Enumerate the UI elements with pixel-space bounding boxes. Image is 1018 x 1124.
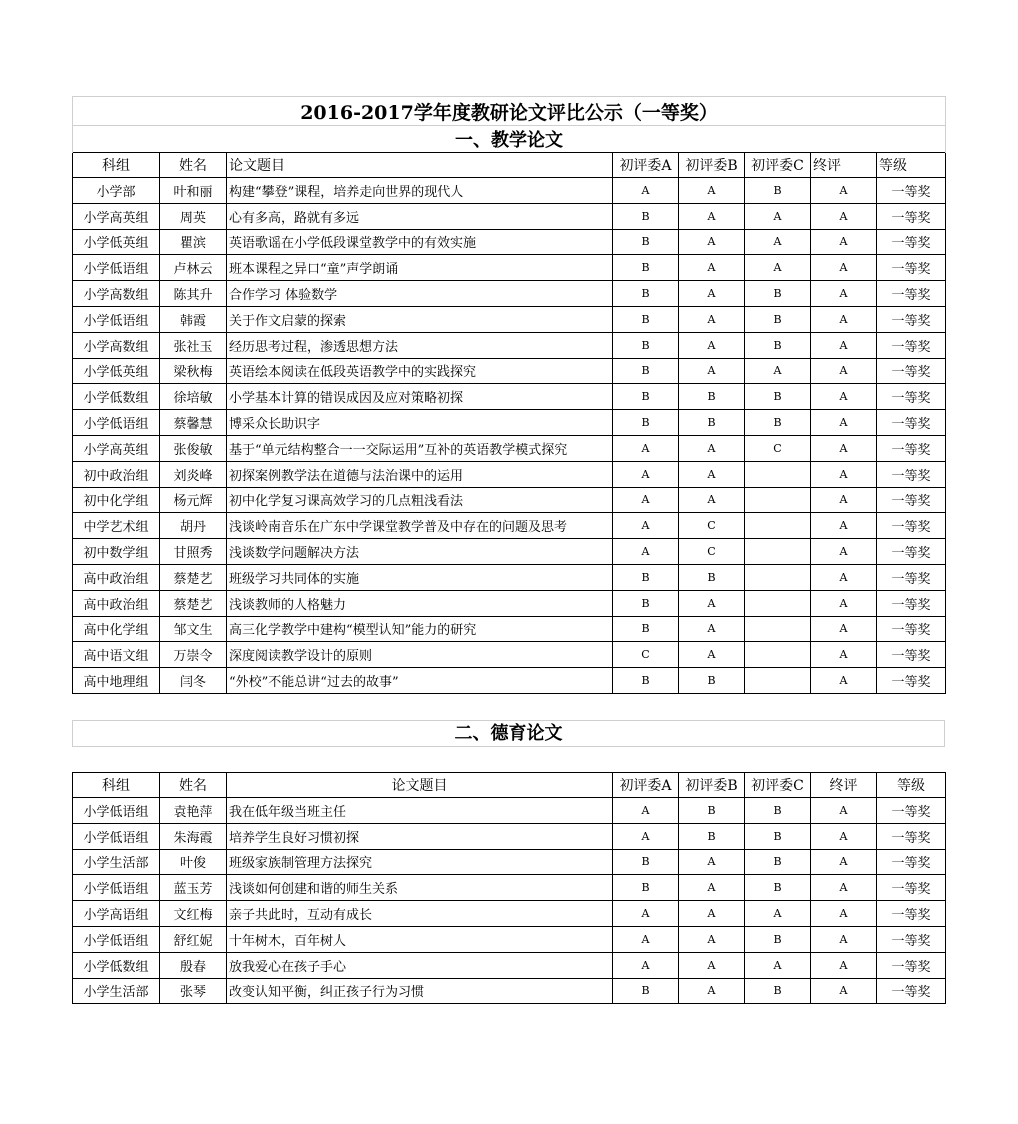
table-row	[73, 384, 946, 410]
cell-paper-title: 十年树木，百年树人	[227, 926, 613, 952]
cell-judge-a: B	[613, 281, 679, 307]
cell-final: A	[811, 358, 877, 384]
cell-award: 一等奖	[877, 798, 946, 824]
cell-judge-b: A	[679, 978, 745, 1004]
table-row	[73, 952, 946, 978]
cell-paper-title: 浅谈如何创建和谐的师生关系	[227, 875, 613, 901]
cell-name: 邹文生	[160, 616, 227, 642]
cell-judge-b: C	[679, 539, 745, 565]
cell-paper-title: 浅谈教师的人格魅力	[227, 590, 613, 616]
cell-name: 叶和丽	[160, 178, 227, 204]
cell-name: 闫冬	[160, 668, 227, 694]
cell-judge-b: A	[679, 358, 745, 384]
cell-award: 一等奖	[877, 564, 946, 590]
cell-paper-title: 初中化学复习课高效学习的几点粗浅看法	[227, 487, 613, 513]
cell-judge-a: A	[613, 178, 679, 204]
cell-paper-title: 经历思考过程，渗透思想方法	[227, 332, 613, 358]
cell-judge-c	[745, 539, 811, 565]
section-heading-moral: 二、德育论文	[72, 720, 945, 747]
table-row	[73, 306, 946, 332]
cell-judge-c: B	[745, 875, 811, 901]
cell-final: A	[811, 332, 877, 358]
cell-group: 小学部	[73, 178, 160, 204]
cell-final: A	[811, 461, 877, 487]
cell-judge-b: B	[679, 564, 745, 590]
header-paper-title: 论文题目	[227, 773, 613, 798]
cell-group: 小学低英组	[73, 358, 160, 384]
table-row	[73, 410, 946, 436]
cell-final: A	[811, 823, 877, 849]
cell-judge-a: B	[613, 384, 679, 410]
cell-group: 初中数学组	[73, 539, 160, 565]
cell-paper-title: 放我爱心在孩子手心	[227, 952, 613, 978]
cell-judge-b: A	[679, 616, 745, 642]
cell-paper-title: 博采众长助识字	[227, 410, 613, 436]
cell-paper-title: 高三化学教学中建构“模型认知”能力的研究	[227, 616, 613, 642]
cell-group: 初中化学组	[73, 487, 160, 513]
header-award: 等级	[877, 153, 946, 178]
moral-papers-table	[72, 772, 946, 1004]
header-judge-c: 初评委C	[745, 153, 811, 178]
cell-name: 万崇令	[160, 642, 227, 668]
cell-award: 一等奖	[877, 668, 946, 694]
cell-award: 一等奖	[877, 849, 946, 875]
cell-judge-a: A	[613, 435, 679, 461]
header-name: 姓名	[160, 153, 227, 178]
table-row	[73, 978, 946, 1004]
cell-final: A	[811, 306, 877, 332]
cell-name: 陈其升	[160, 281, 227, 307]
header-award: 等级	[877, 773, 946, 798]
cell-award: 一等奖	[877, 952, 946, 978]
cell-group: 小学低语组	[73, 255, 160, 281]
cell-judge-c	[745, 461, 811, 487]
table-header-row	[73, 153, 946, 178]
cell-judge-a: A	[613, 926, 679, 952]
cell-judge-a: A	[613, 798, 679, 824]
cell-final: A	[811, 616, 877, 642]
cell-paper-title: 改变认知平衡，纠正孩子行为习惯	[227, 978, 613, 1004]
table-row	[73, 564, 946, 590]
table-row	[73, 178, 946, 204]
cell-final: A	[811, 849, 877, 875]
cell-final: A	[811, 255, 877, 281]
cell-judge-b: A	[679, 926, 745, 952]
table-row	[73, 823, 946, 849]
cell-paper-title: 合作学习 体验数学	[227, 281, 613, 307]
cell-final: A	[811, 203, 877, 229]
cell-judge-c: A	[745, 255, 811, 281]
cell-final: A	[811, 384, 877, 410]
cell-judge-a: B	[613, 978, 679, 1004]
cell-group: 小学低语组	[73, 410, 160, 436]
table-row	[73, 849, 946, 875]
cell-name: 张社玉	[160, 332, 227, 358]
cell-paper-title: 英语绘本阅读在低段英语教学中的实践探究	[227, 358, 613, 384]
cell-award: 一等奖	[877, 875, 946, 901]
cell-award: 一等奖	[877, 487, 946, 513]
cell-judge-c	[745, 513, 811, 539]
cell-final: A	[811, 952, 877, 978]
table-row	[73, 539, 946, 565]
cell-name: 蔡楚艺	[160, 590, 227, 616]
cell-paper-title: 我在低年级当班主任	[227, 798, 613, 824]
cell-award: 一等奖	[877, 332, 946, 358]
cell-judge-c: B	[745, 978, 811, 1004]
cell-award: 一等奖	[877, 539, 946, 565]
cell-final: A	[811, 642, 877, 668]
cell-paper-title: 浅谈数学问题解决方法	[227, 539, 613, 565]
header-group: 科组	[73, 153, 160, 178]
cell-final: A	[811, 229, 877, 255]
cell-paper-title: 基于“单元结构整合一一交际运用”互补的英语教学模式探究	[227, 435, 613, 461]
cell-name: 舒红妮	[160, 926, 227, 952]
cell-award: 一等奖	[877, 229, 946, 255]
cell-group: 小学低数组	[73, 952, 160, 978]
cell-paper-title: “外校”不能总讲“过去的故事”	[227, 668, 613, 694]
cell-award: 一等奖	[877, 281, 946, 307]
cell-judge-a: C	[613, 642, 679, 668]
cell-paper-title: 亲子共此时，互动有成长	[227, 901, 613, 927]
cell-final: A	[811, 978, 877, 1004]
cell-award: 一等奖	[877, 461, 946, 487]
cell-award: 一等奖	[877, 255, 946, 281]
cell-group: 小学低语组	[73, 926, 160, 952]
cell-final: A	[811, 178, 877, 204]
cell-judge-a: B	[613, 410, 679, 436]
cell-judge-b: A	[679, 487, 745, 513]
cell-group: 小学生活部	[73, 978, 160, 1004]
cell-paper-title: 班本课程之异口“童”声学朗诵	[227, 255, 613, 281]
cell-judge-c: B	[745, 332, 811, 358]
cell-name: 袁艳萍	[160, 798, 227, 824]
table-row	[73, 281, 946, 307]
cell-judge-a: B	[613, 616, 679, 642]
cell-judge-a: B	[613, 849, 679, 875]
cell-judge-a: B	[613, 875, 679, 901]
cell-judge-c: A	[745, 952, 811, 978]
cell-judge-b: A	[679, 435, 745, 461]
cell-final: A	[811, 875, 877, 901]
cell-final: A	[811, 487, 877, 513]
cell-judge-c	[745, 642, 811, 668]
cell-paper-title: 班级家族制管理方法探究	[227, 849, 613, 875]
table-row	[73, 926, 946, 952]
cell-judge-b: B	[679, 798, 745, 824]
cell-paper-title: 深度阅读教学设计的原则	[227, 642, 613, 668]
header-final: 终评	[811, 773, 877, 798]
table-row	[73, 255, 946, 281]
cell-judge-b: A	[679, 229, 745, 255]
cell-final: A	[811, 435, 877, 461]
cell-paper-title: 培养学生良好习惯初探	[227, 823, 613, 849]
cell-judge-c: A	[745, 229, 811, 255]
cell-judge-a: A	[613, 513, 679, 539]
cell-judge-a: A	[613, 901, 679, 927]
cell-final: A	[811, 539, 877, 565]
section-moral-papers	[72, 772, 945, 1004]
cell-final: A	[811, 901, 877, 927]
cell-judge-c: B	[745, 410, 811, 436]
cell-name: 刘炎峰	[160, 461, 227, 487]
cell-award: 一等奖	[877, 642, 946, 668]
cell-name: 张琴	[160, 978, 227, 1004]
header-final: 终评	[811, 153, 877, 178]
cell-award: 一等奖	[877, 513, 946, 539]
cell-group: 小学低数组	[73, 384, 160, 410]
table-row	[73, 668, 946, 694]
cell-name: 文红梅	[160, 901, 227, 927]
cell-paper-title: 小学基本计算的错误成因及应对策略初探	[227, 384, 613, 410]
cell-judge-a: B	[613, 358, 679, 384]
cell-group: 小学低语组	[73, 823, 160, 849]
cell-group: 小学低英组	[73, 229, 160, 255]
table-row	[73, 875, 946, 901]
cell-judge-b: B	[679, 668, 745, 694]
cell-group: 初中政治组	[73, 461, 160, 487]
cell-name: 蔡楚艺	[160, 564, 227, 590]
cell-award: 一等奖	[877, 926, 946, 952]
cell-judge-a: A	[613, 539, 679, 565]
cell-judge-c: A	[745, 358, 811, 384]
cell-judge-b: A	[679, 332, 745, 358]
cell-judge-c: B	[745, 281, 811, 307]
cell-award: 一等奖	[877, 203, 946, 229]
cell-judge-c: B	[745, 384, 811, 410]
cell-judge-c: B	[745, 849, 811, 875]
cell-judge-a: B	[613, 203, 679, 229]
cell-name: 梁秋梅	[160, 358, 227, 384]
teaching-papers-table	[72, 96, 946, 694]
cell-judge-a: B	[613, 564, 679, 590]
cell-group: 小学低语组	[73, 306, 160, 332]
header-judge-a: 初评委A	[613, 773, 679, 798]
cell-name: 张俊敏	[160, 435, 227, 461]
table-header-row	[73, 773, 946, 798]
table-row	[73, 229, 946, 255]
section-heading: 一、教学论文	[73, 126, 946, 153]
cell-name: 甘照秀	[160, 539, 227, 565]
cell-name: 殷春	[160, 952, 227, 978]
cell-judge-c: A	[745, 203, 811, 229]
header-judge-a: 初评委A	[613, 153, 679, 178]
cell-group: 小学高英组	[73, 203, 160, 229]
cell-final: A	[811, 798, 877, 824]
cell-name: 周英	[160, 203, 227, 229]
cell-final: A	[811, 590, 877, 616]
cell-judge-a: B	[613, 668, 679, 694]
cell-final: A	[811, 281, 877, 307]
cell-judge-a: B	[613, 332, 679, 358]
cell-judge-c: A	[745, 901, 811, 927]
cell-judge-b: A	[679, 642, 745, 668]
cell-name: 叶俊	[160, 849, 227, 875]
cell-judge-a: B	[613, 306, 679, 332]
header-paper-title: 论文题目	[227, 153, 613, 178]
cell-judge-b: A	[679, 590, 745, 616]
cell-group: 中学艺术组	[73, 513, 160, 539]
cell-name: 徐培敏	[160, 384, 227, 410]
cell-judge-b: A	[679, 901, 745, 927]
cell-paper-title: 初探案例教学法在道德与法治课中的运用	[227, 461, 613, 487]
header-name: 姓名	[160, 773, 227, 798]
cell-award: 一等奖	[877, 410, 946, 436]
cell-judge-b: A	[679, 178, 745, 204]
header-group: 科组	[73, 773, 160, 798]
cell-group: 小学生活部	[73, 849, 160, 875]
cell-judge-a: A	[613, 823, 679, 849]
cell-judge-c: B	[745, 798, 811, 824]
header-judge-b: 初评委B	[679, 153, 745, 178]
table-row	[73, 590, 946, 616]
cell-award: 一等奖	[877, 384, 946, 410]
cell-judge-c: B	[745, 306, 811, 332]
cell-name: 瞿滨	[160, 229, 227, 255]
cell-judge-c: B	[745, 823, 811, 849]
cell-award: 一等奖	[877, 306, 946, 332]
header-judge-b: 初评委B	[679, 773, 745, 798]
table-row	[73, 487, 946, 513]
cell-award: 一等奖	[877, 590, 946, 616]
cell-judge-c	[745, 487, 811, 513]
cell-judge-a: A	[613, 952, 679, 978]
cell-paper-title: 构建“攀登”课程，培养走向世界的现代人	[227, 178, 613, 204]
cell-name: 卢林云	[160, 255, 227, 281]
cell-judge-b: A	[679, 203, 745, 229]
page-title: 2016-2017学年度教研论文评比公示（一等奖）	[73, 97, 946, 126]
cell-group: 高中政治组	[73, 590, 160, 616]
table-row	[73, 461, 946, 487]
cell-name: 蔡馨慧	[160, 410, 227, 436]
cell-judge-b: B	[679, 823, 745, 849]
cell-name: 杨元辉	[160, 487, 227, 513]
cell-final: A	[811, 564, 877, 590]
cell-award: 一等奖	[877, 978, 946, 1004]
cell-name: 朱海霞	[160, 823, 227, 849]
cell-group: 小学高数组	[73, 332, 160, 358]
cell-award: 一等奖	[877, 435, 946, 461]
cell-judge-b: A	[679, 849, 745, 875]
table-row	[73, 798, 946, 824]
cell-group: 小学高英组	[73, 435, 160, 461]
table-row	[73, 435, 946, 461]
cell-name: 蓝玉芳	[160, 875, 227, 901]
cell-group: 高中地理组	[73, 668, 160, 694]
cell-award: 一等奖	[877, 616, 946, 642]
cell-group: 小学低语组	[73, 875, 160, 901]
cell-paper-title: 浅谈岭南音乐在广东中学课堂教学普及中存在的问题及思考	[227, 513, 613, 539]
cell-judge-c	[745, 668, 811, 694]
cell-group: 高中语文组	[73, 642, 160, 668]
cell-judge-a: B	[613, 255, 679, 281]
table-row	[73, 358, 946, 384]
cell-final: A	[811, 926, 877, 952]
cell-final: A	[811, 513, 877, 539]
cell-judge-b: A	[679, 255, 745, 281]
cell-group: 高中化学组	[73, 616, 160, 642]
cell-award: 一等奖	[877, 178, 946, 204]
cell-judge-b: B	[679, 384, 745, 410]
cell-judge-b: A	[679, 306, 745, 332]
cell-judge-a: B	[613, 229, 679, 255]
cell-award: 一等奖	[877, 823, 946, 849]
cell-judge-c	[745, 616, 811, 642]
cell-award: 一等奖	[877, 901, 946, 927]
table-row	[73, 513, 946, 539]
cell-final: A	[811, 668, 877, 694]
cell-judge-c: C	[745, 435, 811, 461]
table-row	[73, 642, 946, 668]
cell-group: 小学高数组	[73, 281, 160, 307]
cell-judge-b: A	[679, 952, 745, 978]
cell-judge-c	[745, 564, 811, 590]
cell-group: 小学低语组	[73, 798, 160, 824]
cell-award: 一等奖	[877, 358, 946, 384]
cell-judge-b: A	[679, 281, 745, 307]
cell-judge-b: A	[679, 875, 745, 901]
cell-name: 胡丹	[160, 513, 227, 539]
header-judge-c: 初评委C	[745, 773, 811, 798]
cell-judge-b: A	[679, 461, 745, 487]
cell-paper-title: 心有多高，路就有多远	[227, 203, 613, 229]
table-row	[73, 901, 946, 927]
cell-judge-b: B	[679, 410, 745, 436]
cell-paper-title: 英语歌谣在小学低段课堂教学中的有效实施	[227, 229, 613, 255]
table-row	[73, 332, 946, 358]
section-teaching-papers	[72, 96, 945, 694]
cell-group: 小学高语组	[73, 901, 160, 927]
cell-paper-title: 关于作文启蒙的探索	[227, 306, 613, 332]
table-row	[73, 616, 946, 642]
cell-judge-c: B	[745, 178, 811, 204]
cell-judge-a: B	[613, 590, 679, 616]
table-row	[73, 203, 946, 229]
cell-name: 韩霞	[160, 306, 227, 332]
cell-judge-b: C	[679, 513, 745, 539]
cell-final: A	[811, 410, 877, 436]
cell-judge-a: A	[613, 487, 679, 513]
cell-judge-c: B	[745, 926, 811, 952]
cell-judge-a: A	[613, 461, 679, 487]
cell-judge-c	[745, 590, 811, 616]
cell-paper-title: 班级学习共同体的实施	[227, 564, 613, 590]
cell-group: 高中政治组	[73, 564, 160, 590]
